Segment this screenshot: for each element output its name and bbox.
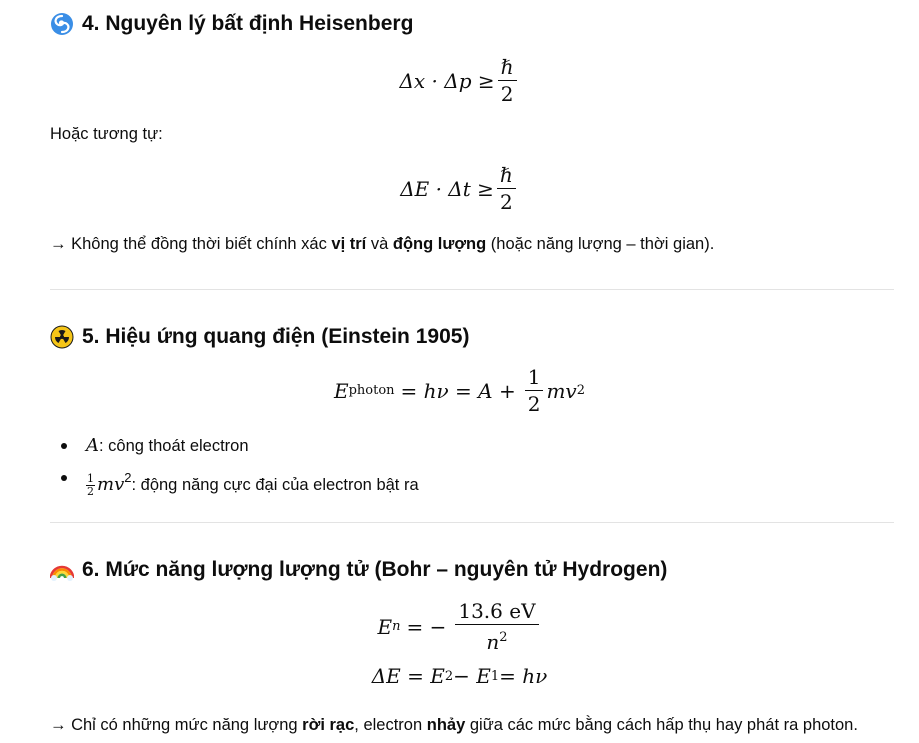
energy-fraction: $\frac{13.6 eV}{n^2}$ [455, 600, 538, 653]
section-6-heading [50, 556, 667, 584]
heisenberg-equation-2 [0, 164, 919, 213]
list-item: A: công thoát electron [50, 430, 419, 462]
energy-difference-equation: ΔE = E 2 − E 1 = hν [371, 664, 548, 688]
photoelectric-bullet-list [50, 430, 419, 501]
cyclone-icon [50, 12, 74, 36]
section-5-title: 5. Hiệu ứng quang điện (Einstein 1905) [82, 325, 470, 348]
one-half: $\frac{1}{2}$ [87, 472, 94, 499]
hbar-over-2: $\frac{\text{ℏ}}{2}$ [497, 164, 516, 213]
bohr-energy-equation: E n = − $\frac{13.6 eV}{n^2}$ [0, 600, 919, 653]
bullet-dot [61, 443, 67, 449]
section-5-heading [50, 323, 469, 351]
section-4-heading [50, 10, 413, 38]
divider [50, 289, 894, 290]
one-half: $\frac{1}{2}$ [525, 366, 544, 415]
radioactive-icon [50, 325, 74, 349]
section-4-conclusion: → Không thể đồng thời biết chính xác vị trí và động lượng (hoặc năng lượng – thời gian). [50, 235, 715, 253]
section-4-title: 4. Nguyên lý bất định Heisenberg [82, 12, 414, 35]
section-6-conclusion: → Chỉ có những mức năng lượng rời rạc, electron nhảy giữa các mức bằng cách hấp thụ hay phát ra photon. [50, 716, 858, 734]
eq-lhs: Δx · Δp ≥ [399, 68, 495, 93]
list-item: $\frac{1}{2}$ $mv^2$: động năng cực đại của electron bật ra [50, 462, 419, 501]
section-6-title: 6. Mức năng lượng lượng tử (Bohr – nguyên tử Hydrogen) [82, 558, 668, 581]
heisenberg-equation-1 [0, 56, 919, 105]
bullet-dot [61, 475, 67, 481]
photoelectric-equation: E photon = hν = A + $\frac{1}{2}$ mv 2 [333, 365, 586, 416]
hbar-over-2: $\frac{\text{ℏ}}{2}$ [498, 56, 517, 105]
rainbow-icon [50, 558, 74, 582]
eq-lhs: ΔE · Δt ≥ [400, 176, 494, 201]
or-similar-text: Hoặc tương tự: [50, 125, 163, 143]
divider [50, 522, 894, 523]
